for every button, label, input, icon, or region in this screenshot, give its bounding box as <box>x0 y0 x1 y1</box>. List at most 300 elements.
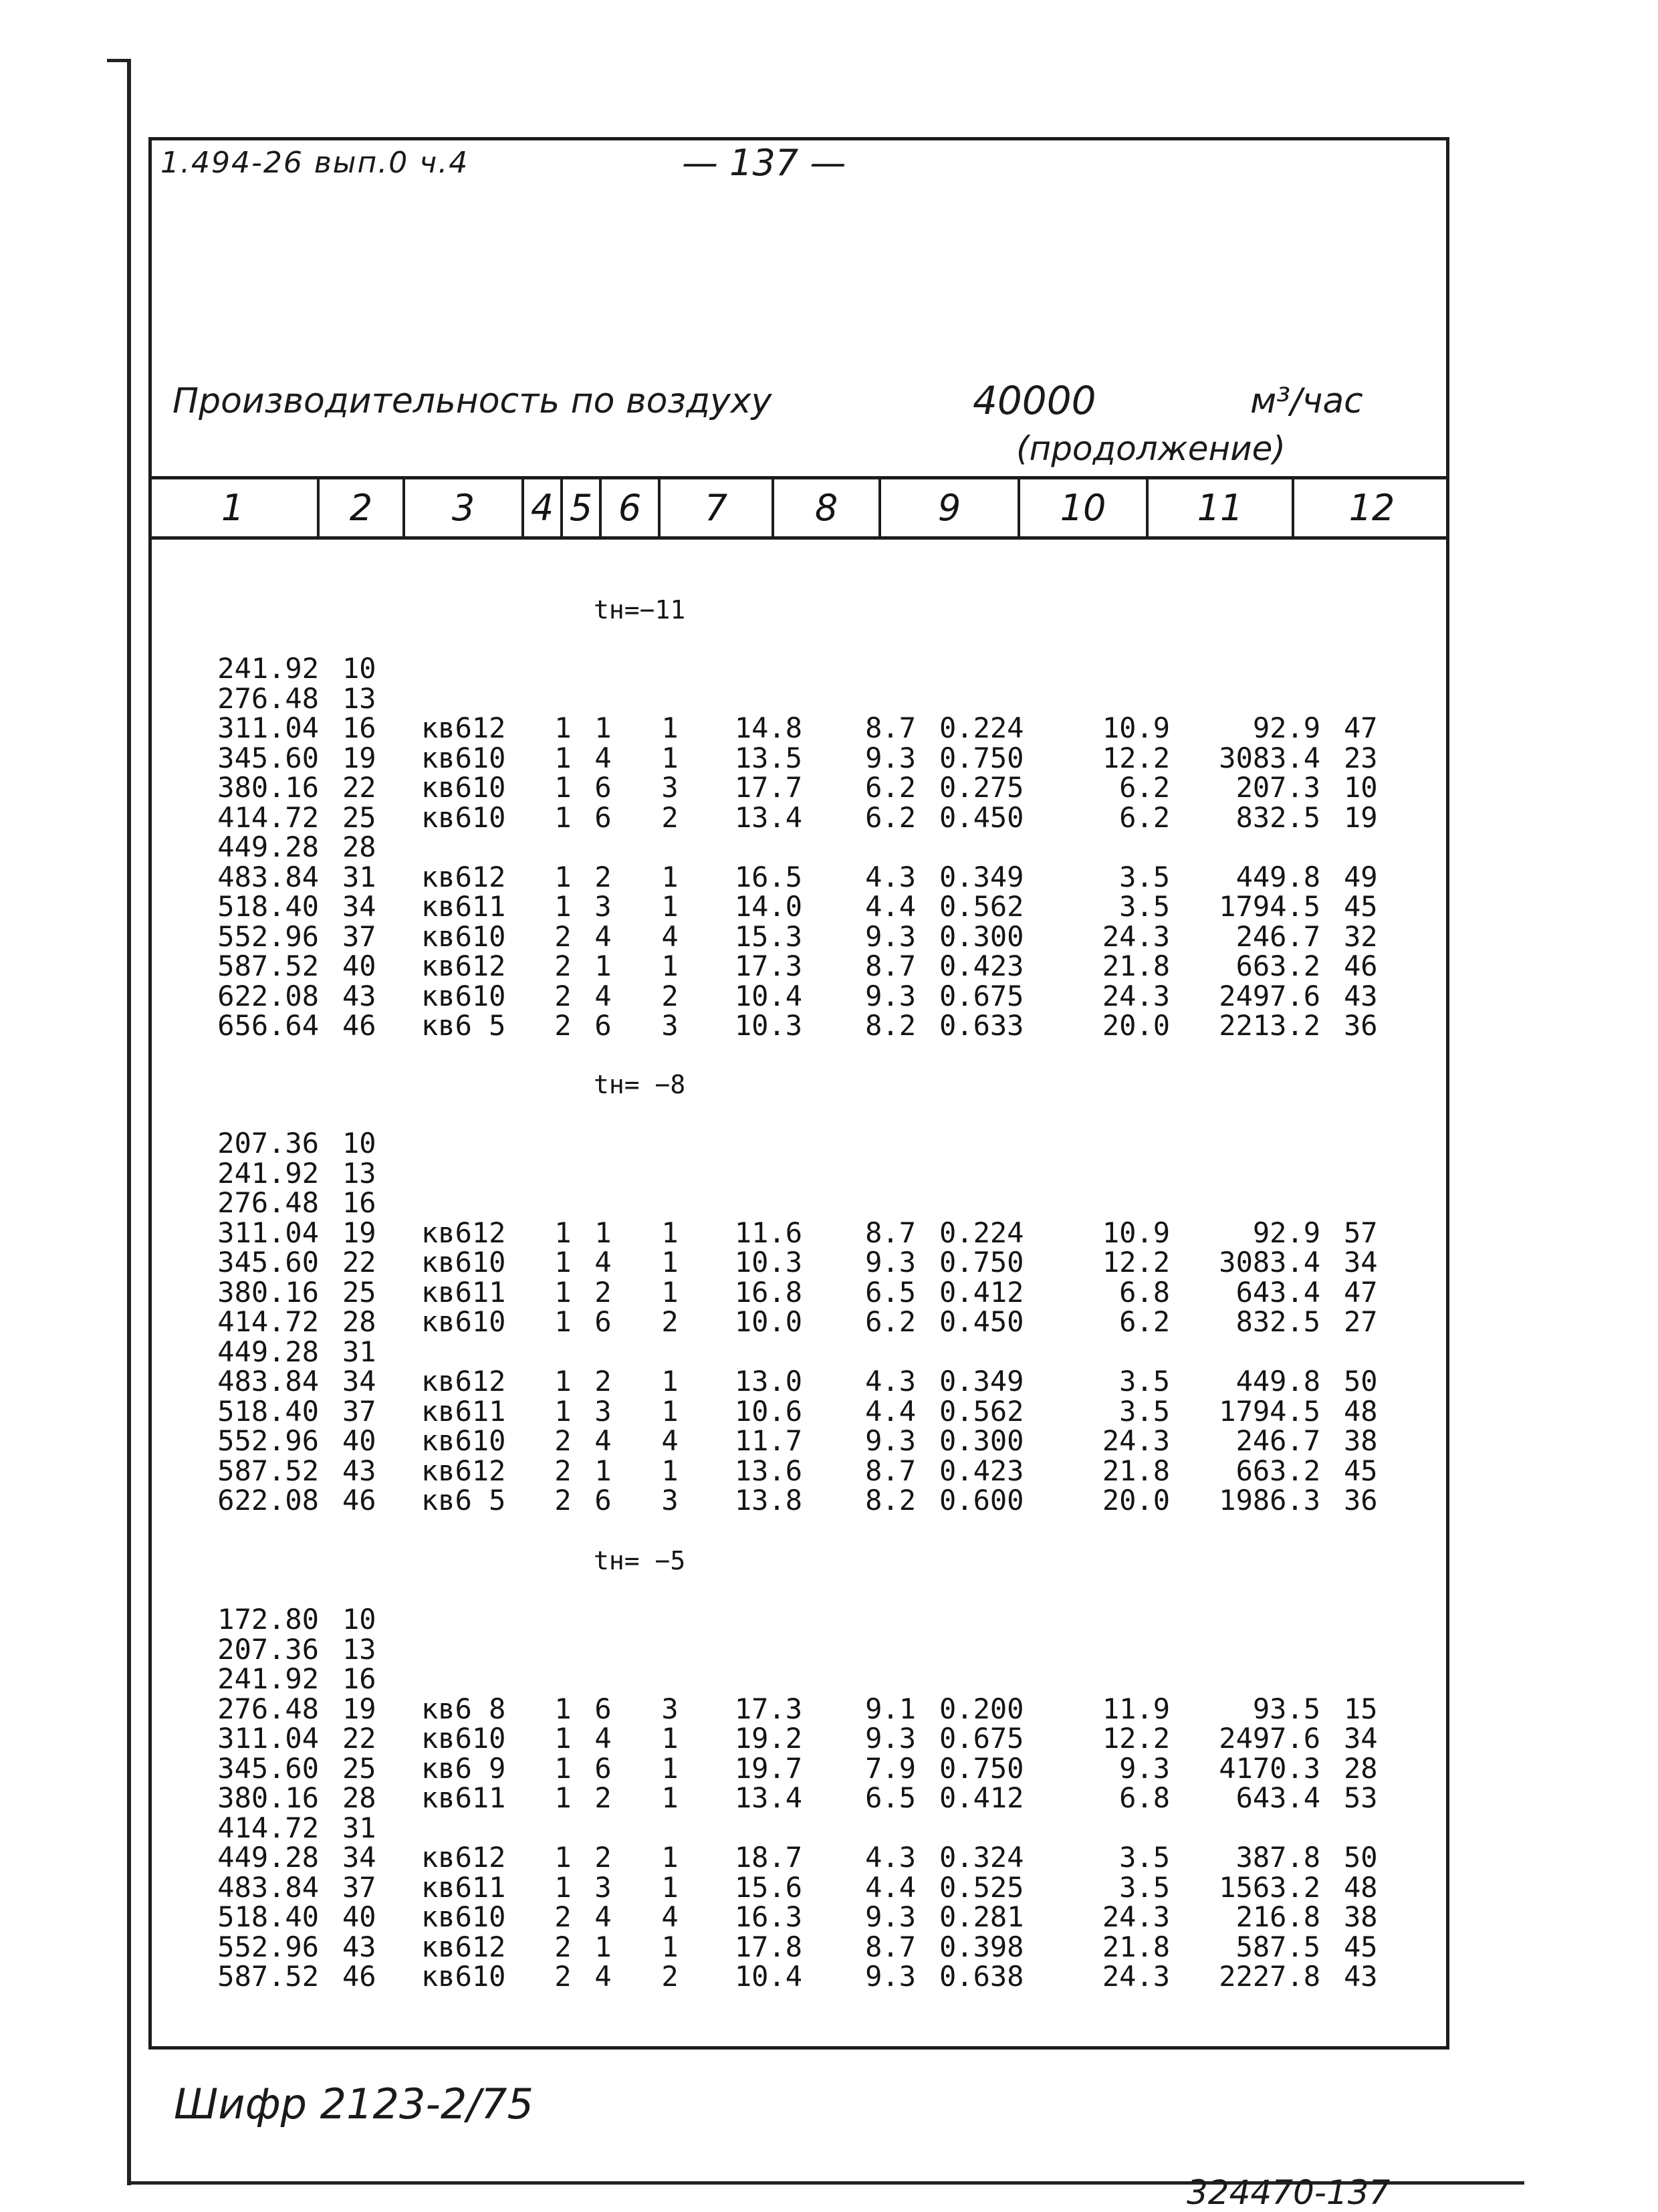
cell-col-12: 19 <box>1344 800 1378 834</box>
page-title: Производительность по воздуху <box>172 381 772 421</box>
cell-col-5: 4 <box>594 1424 612 1457</box>
cell-col-3: кв612 <box>421 1454 506 1487</box>
cell-col-4: 2 <box>554 1900 572 1933</box>
cell-col-5: 6 <box>594 771 612 804</box>
cell-col-11: 1563.2 <box>1219 1870 1320 1904</box>
cell-col-12: 47 <box>1344 1275 1378 1309</box>
cell-col-6: 1 <box>661 1751 679 1785</box>
cell-col-12: 48 <box>1344 1870 1378 1904</box>
cell-col-1: 518.40 <box>217 890 319 923</box>
cell-col-10: 10.9 <box>1102 1216 1170 1249</box>
column-header-4: 4 <box>524 479 563 536</box>
cell-col-5: 3 <box>594 1394 612 1428</box>
cell-col-5: 6 <box>594 1009 612 1042</box>
cell-col-6: 2 <box>661 800 679 834</box>
cell-col-11: 2227.8 <box>1219 1960 1320 1993</box>
cell-col-12: 27 <box>1344 1305 1378 1338</box>
cell-col-8: 6.2 <box>865 771 916 804</box>
table-row <box>0 681 1658 715</box>
cell-col-2: 28 <box>342 1305 376 1338</box>
cell-col-8: 9.3 <box>865 1722 916 1755</box>
cell-col-12: 53 <box>1344 1781 1378 1814</box>
cell-col-2: 34 <box>342 1841 376 1874</box>
cell-col-9: 0.562 <box>939 1394 1024 1428</box>
cell-col-4: 1 <box>554 1751 572 1785</box>
cell-col-4: 2 <box>554 1424 572 1457</box>
table-row <box>0 713 1658 743</box>
cell-col-1: 172.80 <box>217 1603 319 1636</box>
cell-col-4: 1 <box>554 771 572 804</box>
cell-col-11: 246.7 <box>1235 1424 1320 1457</box>
cell-col-4: 2 <box>554 1454 572 1487</box>
cell-col-5: 6 <box>594 1692 612 1725</box>
cell-col-1: 241.92 <box>217 1662 319 1695</box>
cell-col-2: 46 <box>342 1960 376 1993</box>
column-header-row <box>148 476 1449 540</box>
cell-col-7: 13.6 <box>734 1454 802 1487</box>
cell-col-8: 8.7 <box>865 1930 916 1963</box>
cell-col-8: 4.4 <box>865 1870 916 1904</box>
table-row <box>0 1307 1658 1337</box>
cell-col-1: 345.60 <box>217 741 319 774</box>
table-row <box>0 1962 1658 1991</box>
cell-col-11: 92.9 <box>1252 1216 1320 1249</box>
cell-col-9: 0.412 <box>939 1275 1024 1309</box>
column-header-11: 11 <box>1149 479 1294 536</box>
cell-col-2: 19 <box>342 1216 376 1249</box>
cell-col-5: 4 <box>594 741 612 774</box>
cell-col-7: 16.3 <box>734 1900 802 1933</box>
cell-col-7: 15.6 <box>734 1870 802 1904</box>
cell-col-8: 8.7 <box>865 950 916 982</box>
table-row <box>0 1724 1658 1753</box>
cell-col-7: 10.3 <box>734 1009 802 1042</box>
cell-col-9: 0.675 <box>939 1722 1024 1755</box>
table-row <box>0 919 1658 953</box>
cell-col-12: 28 <box>1344 1751 1378 1785</box>
cell-col-1: 587.52 <box>217 950 319 982</box>
column-header-5: 5 <box>563 479 602 536</box>
cell-col-11: 1986.3 <box>1219 1484 1320 1517</box>
cell-col-1: 380.16 <box>217 771 319 804</box>
cell-col-1: 483.84 <box>217 860 319 893</box>
cell-col-10: 24.3 <box>1102 1900 1170 1933</box>
cell-col-2: 22 <box>342 1246 376 1279</box>
table-row <box>0 833 1658 862</box>
table-row <box>0 1870 1658 1904</box>
cell-col-3: кв611 <box>421 1781 506 1814</box>
cell-col-2: 31 <box>342 860 376 893</box>
table-row <box>0 1751 1658 1785</box>
cell-col-2: 31 <box>342 1335 376 1368</box>
cell-col-11: 832.5 <box>1235 1305 1320 1338</box>
cell-col-3: кв6 5 <box>421 1484 506 1517</box>
cell-col-3: кв612 <box>421 1216 506 1249</box>
cell-col-7: 13.8 <box>734 1484 802 1517</box>
cell-col-4: 1 <box>554 1305 572 1338</box>
cell-col-7: 13.0 <box>734 1365 802 1398</box>
cell-col-10: 21.8 <box>1102 950 1170 982</box>
cell-col-1: 449.28 <box>217 1841 319 1874</box>
cell-col-10: 9.3 <box>1119 1751 1170 1785</box>
cell-col-11: 92.9 <box>1252 711 1320 744</box>
cell-col-9: 0.275 <box>939 771 1024 804</box>
cell-col-12: 45 <box>1344 1930 1378 1963</box>
cell-col-2: 34 <box>342 1365 376 1398</box>
archive-number: 324470-137 <box>1187 2173 1391 2212</box>
cell-col-10: 24.3 <box>1102 979 1170 1012</box>
cell-col-2: 46 <box>342 1484 376 1517</box>
cell-col-12: 10 <box>1344 771 1378 804</box>
table-row <box>0 1813 1658 1843</box>
column-header-7: 7 <box>661 479 774 536</box>
cell-col-7: 10.4 <box>734 979 802 1012</box>
cell-col-10: 12.2 <box>1102 1722 1170 1755</box>
cell-col-5: 1 <box>594 1216 612 1249</box>
cell-col-4: 2 <box>554 1960 572 1993</box>
cell-col-12: 50 <box>1344 1841 1378 1874</box>
cell-col-5: 2 <box>594 1275 612 1309</box>
outer-border-top <box>107 59 131 62</box>
cell-col-7: 17.3 <box>734 1692 802 1725</box>
cell-col-1: 207.36 <box>217 1127 319 1159</box>
cell-col-12: 45 <box>1344 890 1378 923</box>
cell-col-11: 246.7 <box>1235 919 1320 953</box>
cell-col-5: 6 <box>594 800 612 834</box>
cell-col-9: 0.450 <box>939 1305 1024 1338</box>
cell-col-5: 4 <box>594 979 612 1012</box>
cell-col-6: 1 <box>661 1216 679 1249</box>
cell-col-3: кв610 <box>421 1722 506 1755</box>
page-number: — 137 — <box>682 142 846 184</box>
cell-col-2: 13 <box>342 1632 376 1666</box>
cell-col-1: 622.08 <box>217 1484 319 1517</box>
cell-col-4: 1 <box>554 1365 572 1398</box>
cell-col-12: 50 <box>1344 1365 1378 1398</box>
cell-col-7: 16.8 <box>734 1275 802 1309</box>
cell-col-7: 17.7 <box>734 771 802 804</box>
cell-col-8: 9.3 <box>865 979 916 1012</box>
table-row <box>0 800 1658 834</box>
cell-col-10: 6.2 <box>1119 771 1170 804</box>
cell-col-2: 40 <box>342 1424 376 1457</box>
cell-col-4: 1 <box>554 1394 572 1428</box>
table-row <box>0 1664 1658 1694</box>
cell-col-1: 656.64 <box>217 1009 319 1042</box>
cell-col-3: кв610 <box>421 979 506 1012</box>
cell-col-5: 1 <box>594 1454 612 1487</box>
cell-col-2: 13 <box>342 681 376 715</box>
cell-col-1: 552.96 <box>217 1930 319 1963</box>
cell-col-8: 9.1 <box>865 1692 916 1725</box>
cell-col-10: 12.2 <box>1102 1246 1170 1279</box>
cell-col-7: 15.3 <box>734 919 802 953</box>
cell-col-10: 20.0 <box>1102 1484 1170 1517</box>
cell-col-6: 1 <box>661 950 679 982</box>
cell-col-4: 1 <box>554 1275 572 1309</box>
cell-col-1: 311.04 <box>217 1722 319 1755</box>
cell-col-6: 4 <box>661 1424 679 1457</box>
cell-col-11: 663.2 <box>1235 1454 1320 1487</box>
cell-col-9: 0.300 <box>939 919 1024 953</box>
table-row <box>0 1275 1658 1309</box>
column-header-2: 2 <box>320 479 405 536</box>
cell-col-9: 0.200 <box>939 1692 1024 1725</box>
cell-col-8: 9.3 <box>865 919 916 953</box>
cell-col-10: 21.8 <box>1102 1930 1170 1963</box>
cell-col-2: 43 <box>342 1930 376 1963</box>
cell-col-4: 1 <box>554 1246 572 1279</box>
table-row <box>0 1367 1658 1396</box>
cell-col-9: 0.562 <box>939 890 1024 923</box>
table-row <box>0 1694 1658 1724</box>
cell-col-10: 3.5 <box>1119 890 1170 923</box>
cell-col-2: 19 <box>342 1692 376 1725</box>
table-row <box>0 741 1658 774</box>
cell-col-6: 1 <box>661 890 679 923</box>
table-row <box>0 1486 1658 1515</box>
cell-col-4: 2 <box>554 1484 572 1517</box>
cell-col-6: 1 <box>661 1454 679 1487</box>
cell-col-5: 4 <box>594 1722 612 1755</box>
cell-col-6: 2 <box>661 979 679 1012</box>
cell-col-4: 1 <box>554 711 572 744</box>
column-header-8: 8 <box>774 479 881 536</box>
section-label: tн= −5 <box>594 1546 686 1575</box>
cell-col-2: 16 <box>342 1186 376 1219</box>
cell-col-9: 0.281 <box>939 1900 1024 1933</box>
cell-col-4: 1 <box>554 741 572 774</box>
cell-col-9: 0.423 <box>939 1454 1024 1487</box>
cell-col-2: 10 <box>342 1603 376 1636</box>
cell-col-3: кв611 <box>421 890 506 923</box>
cell-col-1: 518.40 <box>217 1394 319 1428</box>
cell-col-4: 1 <box>554 1692 572 1725</box>
cell-col-12: 15 <box>1344 1692 1378 1725</box>
table-row <box>0 1456 1658 1486</box>
cell-col-11: 2497.6 <box>1219 979 1320 1012</box>
cell-col-11: 663.2 <box>1235 950 1320 982</box>
cell-col-8: 9.3 <box>865 1900 916 1933</box>
cell-col-6: 1 <box>661 711 679 744</box>
cell-col-10: 3.5 <box>1119 860 1170 893</box>
cell-col-10: 3.5 <box>1119 1365 1170 1398</box>
cell-col-9: 0.300 <box>939 1424 1024 1457</box>
cell-col-4: 1 <box>554 1722 572 1755</box>
cell-col-7: 10.0 <box>734 1305 802 1338</box>
continuation-note: (продолжение) <box>1016 429 1286 468</box>
cell-col-2: 25 <box>342 800 376 834</box>
cell-col-7: 18.7 <box>734 1841 802 1874</box>
cell-col-11: 643.4 <box>1235 1275 1320 1309</box>
cell-col-8: 7.9 <box>865 1751 916 1785</box>
cell-col-9: 0.423 <box>939 950 1024 982</box>
cell-col-7: 13.4 <box>734 1781 802 1814</box>
cell-col-5: 1 <box>594 1930 612 1963</box>
cell-col-12: 34 <box>1344 1246 1378 1279</box>
cell-col-5: 3 <box>594 890 612 923</box>
cell-col-1: 449.28 <box>217 1335 319 1368</box>
cell-col-3: кв6 5 <box>421 1009 506 1042</box>
cipher-code: Шифр 2123-2/75 <box>174 2080 534 2128</box>
cell-col-1: 276.48 <box>217 681 319 715</box>
cell-col-1: 380.16 <box>217 1781 319 1814</box>
cell-col-5: 1 <box>594 711 612 744</box>
cell-col-7: 10.3 <box>734 1246 802 1279</box>
cell-col-8: 9.3 <box>865 1960 916 1993</box>
column-header-1: 1 <box>148 479 320 536</box>
table-row <box>0 1188 1658 1218</box>
cell-col-4: 1 <box>554 800 572 834</box>
cell-col-11: 4170.3 <box>1219 1751 1320 1785</box>
cell-col-7: 19.7 <box>734 1751 802 1785</box>
cell-col-1: 241.92 <box>217 1156 319 1190</box>
cell-col-8: 4.3 <box>865 1841 916 1874</box>
cell-col-3: кв610 <box>421 800 506 834</box>
cell-col-3: кв612 <box>421 1365 506 1398</box>
cell-col-3: кв612 <box>421 1930 506 1963</box>
cell-col-6: 2 <box>661 1960 679 1993</box>
cell-col-5: 2 <box>594 1841 612 1874</box>
cell-col-4: 2 <box>554 1930 572 1963</box>
cell-col-6: 4 <box>661 1900 679 1933</box>
cell-col-3: кв610 <box>421 1305 506 1338</box>
cell-col-11: 832.5 <box>1235 800 1320 834</box>
cell-col-6: 1 <box>661 860 679 893</box>
cell-col-6: 1 <box>661 1365 679 1398</box>
cell-col-5: 4 <box>594 1960 612 1993</box>
cell-col-4: 1 <box>554 1781 572 1814</box>
cell-col-11: 2497.6 <box>1219 1722 1320 1755</box>
cell-col-2: 28 <box>342 1781 376 1814</box>
section-label: tн=−11 <box>594 595 686 625</box>
table-row <box>0 1248 1658 1277</box>
cell-col-1: 311.04 <box>217 1216 319 1249</box>
cell-col-9: 0.750 <box>939 1751 1024 1785</box>
cell-col-8: 8.2 <box>865 1484 916 1517</box>
cell-col-8: 8.7 <box>865 1216 916 1249</box>
cell-col-1: 552.96 <box>217 919 319 953</box>
cell-col-1: 345.60 <box>217 1246 319 1279</box>
cell-col-3: кв612 <box>421 711 506 744</box>
cell-col-2: 43 <box>342 1454 376 1487</box>
table-row <box>0 654 1658 683</box>
table-row <box>0 1129 1658 1158</box>
cell-col-7: 13.5 <box>734 741 802 774</box>
cell-col-7: 10.6 <box>734 1394 802 1428</box>
cell-col-12: 43 <box>1344 1960 1378 1993</box>
cell-col-10: 6.8 <box>1119 1275 1170 1309</box>
cell-col-1: 345.60 <box>217 1751 319 1785</box>
cell-col-1: 449.28 <box>217 831 319 863</box>
cell-col-8: 6.2 <box>865 1305 916 1338</box>
cell-col-6: 4 <box>661 919 679 953</box>
cell-col-9: 0.349 <box>939 860 1024 893</box>
column-header-6: 6 <box>602 479 661 536</box>
cell-col-11: 387.8 <box>1235 1841 1320 1874</box>
cell-col-3: кв6 9 <box>421 1751 506 1785</box>
cell-col-7: 14.8 <box>734 711 802 744</box>
cell-col-6: 3 <box>661 771 679 804</box>
cell-col-3: кв612 <box>421 950 506 982</box>
cell-col-3: кв610 <box>421 1900 506 1933</box>
table-row <box>0 1337 1658 1367</box>
cell-col-2: 34 <box>342 890 376 923</box>
cell-col-12: 34 <box>1344 1722 1378 1755</box>
cell-col-12: 49 <box>1344 860 1378 893</box>
cell-col-3: кв610 <box>421 919 506 953</box>
cell-col-11: 449.8 <box>1235 860 1320 893</box>
cell-col-11: 2213.2 <box>1219 1009 1320 1042</box>
cell-col-6: 1 <box>661 1722 679 1755</box>
cell-col-11: 1794.5 <box>1219 890 1320 923</box>
cell-col-9: 0.450 <box>939 800 1024 834</box>
cell-col-7: 14.0 <box>734 890 802 923</box>
cell-col-2: 37 <box>342 919 376 953</box>
cell-col-10: 20.0 <box>1102 1009 1170 1042</box>
cell-col-8: 8.7 <box>865 711 916 744</box>
cell-col-11: 3083.4 <box>1219 1246 1320 1279</box>
cell-col-1: 552.96 <box>217 1424 319 1457</box>
cell-col-7: 19.2 <box>734 1722 802 1755</box>
cell-col-8: 6.5 <box>865 1781 916 1814</box>
cell-col-9: 0.750 <box>939 741 1024 774</box>
cell-col-8: 9.3 <box>865 1424 916 1457</box>
cell-col-1: 622.08 <box>217 979 319 1012</box>
cell-col-2: 16 <box>342 711 376 744</box>
cell-col-2: 25 <box>342 1751 376 1785</box>
cell-col-3: кв6 8 <box>421 1692 506 1725</box>
cell-col-12: 45 <box>1344 1454 1378 1487</box>
cell-col-2: 22 <box>342 771 376 804</box>
cell-col-2: 13 <box>342 1156 376 1190</box>
table-row <box>0 773 1658 802</box>
cell-col-1: 276.48 <box>217 1692 319 1725</box>
column-header-9: 9 <box>881 479 1020 536</box>
cell-col-10: 24.3 <box>1102 919 1170 953</box>
cell-col-4: 2 <box>554 979 572 1012</box>
cell-col-9: 0.224 <box>939 711 1024 744</box>
cell-col-6: 1 <box>661 1841 679 1874</box>
cell-col-4: 2 <box>554 950 572 982</box>
cell-col-8: 8.7 <box>865 1454 916 1487</box>
cell-col-7: 17.8 <box>734 1930 802 1963</box>
cell-col-1: 414.72 <box>217 800 319 834</box>
cell-col-12: 36 <box>1344 1009 1378 1042</box>
cell-col-1: 483.84 <box>217 1870 319 1904</box>
section-label: tн= −8 <box>594 1070 686 1099</box>
cell-col-3: кв610 <box>421 771 506 804</box>
air-flow-units: м³/час <box>1250 381 1363 421</box>
cell-col-11: 643.4 <box>1235 1781 1320 1814</box>
document-code: 1.494-26 вып.0 ч.4 <box>160 146 469 180</box>
cell-col-8: 4.4 <box>865 890 916 923</box>
cell-col-2: 25 <box>342 1275 376 1309</box>
cell-col-8: 4.4 <box>865 1394 916 1428</box>
cell-col-8: 8.2 <box>865 1009 916 1042</box>
cell-col-10: 3.5 <box>1119 1870 1170 1904</box>
cell-col-11: 207.3 <box>1235 771 1320 804</box>
cell-col-5: 2 <box>594 860 612 893</box>
table-row <box>0 1843 1658 1872</box>
cell-col-1: 414.72 <box>217 1305 319 1338</box>
cell-col-9: 0.633 <box>939 1009 1024 1042</box>
cell-col-6: 1 <box>661 1870 679 1904</box>
cell-col-10: 24.3 <box>1102 1424 1170 1457</box>
column-header-12: 12 <box>1348 487 1395 529</box>
cell-col-1: 414.72 <box>217 1811 319 1844</box>
cell-col-4: 1 <box>554 860 572 893</box>
